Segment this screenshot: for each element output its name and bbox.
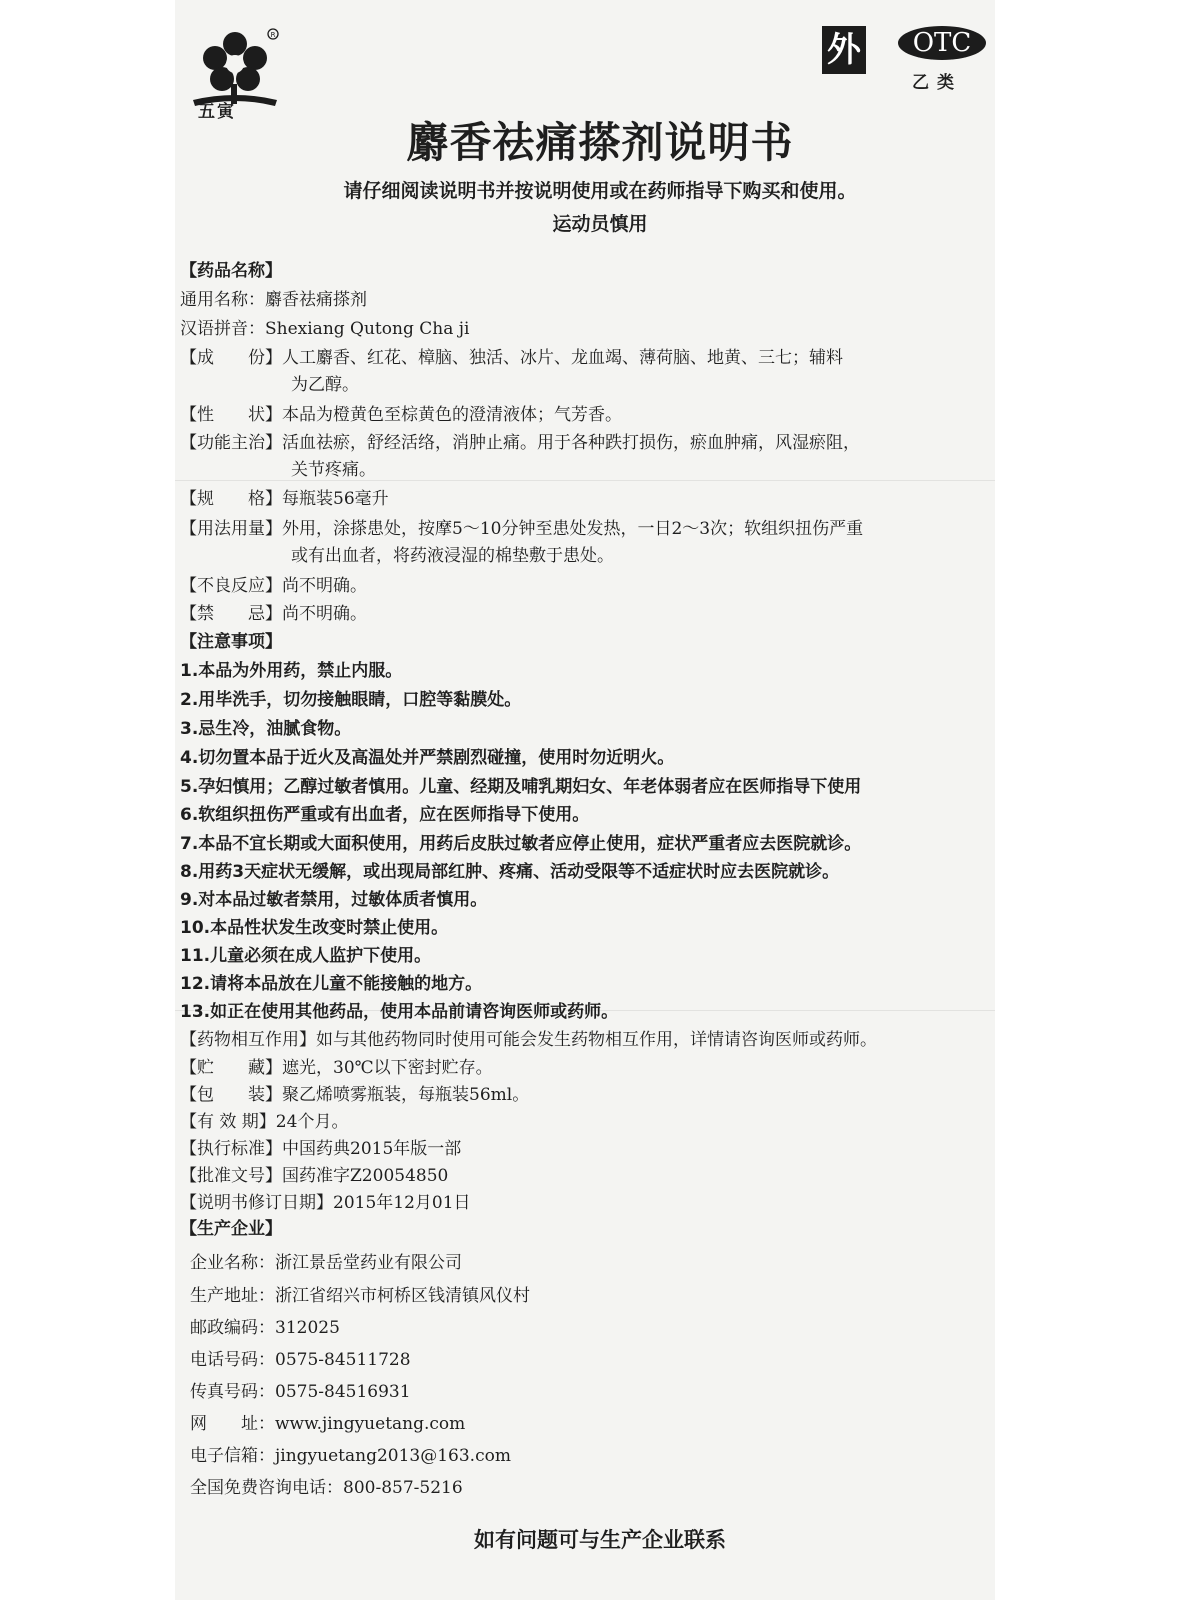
ingredients-line: 【成 份】人工麝香、红花、樟脑、独活、冰片、龙血竭、薄荷脑、地黄、三七；辅料 xyxy=(180,348,843,368)
company-fax: 传真号码：0575-84516931 xyxy=(190,1382,411,1402)
company-name: 企业名称：浙江景岳堂药业有限公司 xyxy=(190,1253,462,1273)
fold-line xyxy=(175,480,995,481)
dosage-line: 或有出血者，将药液浸湿的棉垫敷于患处。 xyxy=(291,546,614,566)
company-address: 生产地址：浙江省绍兴市柯桥区钱清镇风仪村 xyxy=(190,1286,530,1306)
otc-class-label: 乙类 xyxy=(912,73,962,93)
standard: 【执行标准】中国药典2015年版一部 xyxy=(180,1139,462,1159)
appearance: 【性 状】本品为橙黄色至棕黄色的澄清液体；气芳香。 xyxy=(180,405,622,425)
logo-text: 五寅 xyxy=(198,102,236,122)
athlete-warning: 运动员慎用 xyxy=(552,213,648,235)
section-header-precautions: 【注意事项】 xyxy=(180,632,282,652)
pinyin-name: 汉语拼音：Shexiang Qutong Cha ji xyxy=(180,319,470,339)
packaging: 【包 装】聚乙烯喷雾瓶装，每瓶装56ml。 xyxy=(180,1085,530,1105)
dosage-line: 【用法用量】外用，涂搽患处，按摩5～10分钟至患处发热，一日2～3次；软组织扭伤严重 xyxy=(180,519,864,539)
indications-line: 关节疼痛。 xyxy=(291,460,376,480)
indications-line: 【功能主治】活血祛瘀，舒经活络，消肿止痛。用于各种跌打损伤，瘀血肿痛，风湿瘀阻， xyxy=(180,433,860,453)
approval-number: 【批准文号】国药准字Z20054850 xyxy=(180,1166,449,1186)
section-header-manufacturer: 【生产企业】 xyxy=(180,1219,282,1239)
adverse-reactions: 【不良反应】尚不明确。 xyxy=(180,576,367,596)
otc-badge: OTC xyxy=(898,26,986,60)
usage-notice: 请仔细阅读说明书并按说明使用或在药师指导下购买和使用。 xyxy=(343,180,857,202)
precaution-item: 9.对本品过敏者禁用，过敏体质者慎用。 xyxy=(180,890,488,910)
generic-name: 通用名称：麝香祛痛搽剂 xyxy=(180,290,367,310)
precaution-item: 2.用毕洗手，切勿接触眼睛，口腔等黏膜处。 xyxy=(180,690,522,710)
company-hotline: 全国免费咨询电话：800-857-5216 xyxy=(190,1478,463,1498)
footer-contact-note: 如有问题可与生产企业联系 xyxy=(474,1528,726,1552)
company-email: 电子信箱：jingyuetang2013@163.com xyxy=(190,1446,511,1466)
company-postcode: 邮政编码：312025 xyxy=(190,1318,340,1338)
precaution-item: 6.软组织扭伤严重或有出血者，应在医师指导下使用。 xyxy=(180,805,590,825)
company-website: 网 址：www.jingyuetang.com xyxy=(190,1414,466,1434)
ingredients-line: 为乙醇。 xyxy=(291,375,359,395)
external-use-mark: 外 xyxy=(822,26,866,74)
precaution-item: 8.用药3天症状无缓解，或出现局部红肿、疼痛、活动受限等不适症状时应去医院就诊。 xyxy=(180,862,840,882)
svg-text:R: R xyxy=(270,31,276,39)
precaution-item: 5.孕妇慎用；乙醇过敏者慎用。儿童、经期及哺乳期妇女、年老体弱者应在医师指导下使用 xyxy=(180,777,862,797)
page-title: 麝香祛痛搽剂说明书 xyxy=(406,118,794,167)
revision-date: 【说明书修订日期】2015年12月01日 xyxy=(180,1193,471,1213)
storage: 【贮 藏】遮光，30℃以下密封贮存。 xyxy=(180,1058,493,1078)
precaution-item: 10.本品性状发生改变时禁止使用。 xyxy=(180,918,449,938)
precaution-item: 12.请将本品放在儿童不能接触的地方。 xyxy=(180,974,483,994)
precaution-item: 3.忌生冷，油腻食物。 xyxy=(180,719,352,739)
expiry: 【有 效 期】24个月。 xyxy=(180,1112,349,1132)
precaution-item: 13.如正在使用其他药品，使用本品前请咨询医师或药师。 xyxy=(180,1002,619,1022)
section-header-drug-name: 【药品名称】 xyxy=(180,261,282,281)
precaution-item: 4.切勿置本品于近火及高温处并严禁剧烈碰撞，使用时勿近明火。 xyxy=(180,748,675,768)
precaution-item: 1.本品为外用药，禁止内服。 xyxy=(180,661,403,681)
specification: 【规 格】每瓶装56毫升 xyxy=(180,489,389,509)
precaution-item: 7.本品不宜长期或大面积使用，用药后皮肤过敏者应停止使用，症状严重者应去医院就诊。 xyxy=(180,834,862,854)
company-phone: 电话号码：0575-84511728 xyxy=(190,1350,411,1370)
drug-interactions: 【药物相互作用】如与其他药物同时使用可能会发生药物相互作用，详情请咨询医师或药师。 xyxy=(180,1030,877,1050)
precaution-item: 11.儿童必须在成人监护下使用。 xyxy=(180,946,432,966)
contraindications: 【禁 忌】尚不明确。 xyxy=(180,604,367,624)
